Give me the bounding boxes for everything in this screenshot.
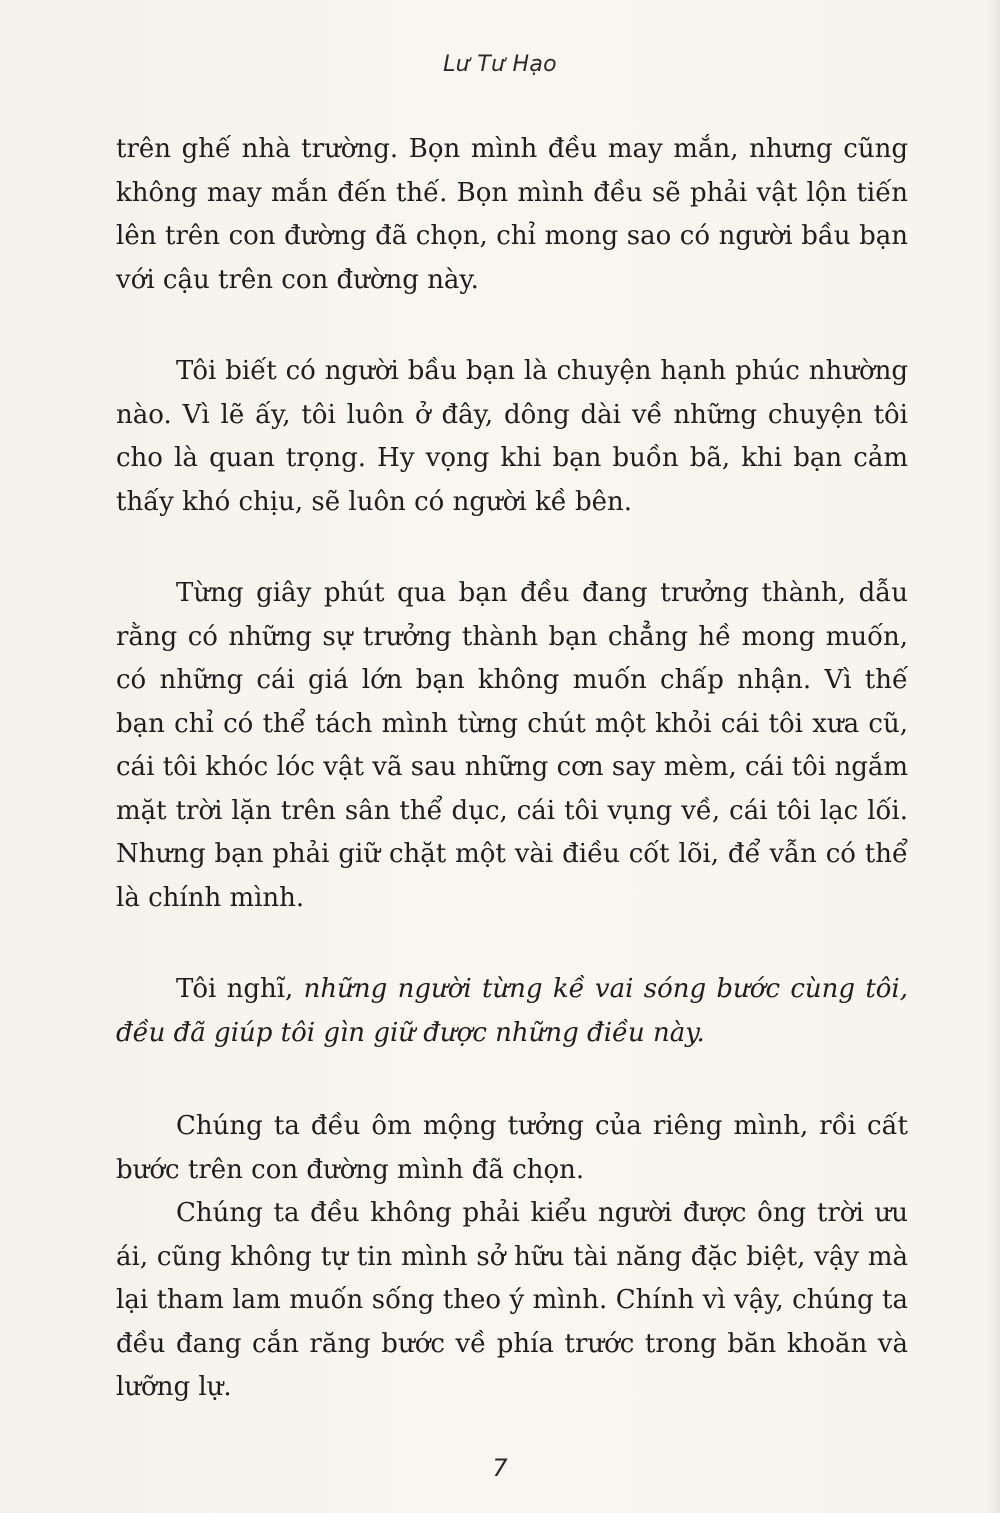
paragraph-gap — [116, 524, 908, 572]
paragraph: Tôi biết có người bầu bạn là chuyện hạnh phúc nhường nào. Vì lẽ ấy, tôi luôn ở đây, dông dài về những chuyện tôi cho là quan trọng. Hy vọng khi bạn buồn bã, khi bạn cảm thấy khó chịu, sẽ luôn có người kề bên. — [116, 356, 908, 517]
paragraph-quote — [116, 968, 908, 1055]
paragraph-continuation: trên ghế nhà trường. Bọn mình đều may mắn, nhưng cũng không may mắn đến thế. Bọn mình đều sẽ phải vật lộn tiến lên trên con đường đã chọn, chỉ mong sao có người bầu bạn với cậu trên con đường này. — [116, 134, 908, 295]
page-number: 7 — [492, 1454, 508, 1482]
running-header-author: Lư Tư Hạo — [443, 52, 557, 77]
body-text — [116, 128, 908, 1410]
paragraph-italic: những người từng kề vai sóng bước cùng tôi, đều đã giúp tôi gìn giữ được những điều này. — [116, 974, 908, 1048]
paragraph: Chúng ta đều ôm mộng tưởng của riêng mình, rồi cất bước trên con đường mình đã chọn. — [116, 1111, 908, 1185]
paragraph: Chúng ta đều không phải kiểu người được ông trời ưu ái, cũng không tự tin mình sở hữu tài năng đặc biệt, vậy mà lại tham lam muốn sống theo ý mình. Chính vì vậy, chúng ta đều đang cắn răng bước về phía trước trong băn khoăn và lưỡng lự. — [116, 1198, 908, 1402]
paragraph: Từng giây phút qua bạn đều đang trưởng thành, dẫu rằng có những sự trưởng thành bạn chẳng hề mong muốn, có những cái giá lớn bạn không muốn chấp nhận. Vì thế bạn chỉ có thể tách mình từng chút một khỏi cái tôi xưa cũ, cái tôi khóc lóc vật vã sau những cơn say mèm, cái tôi ngắm mặt trời lặn trên sân thể dục, cái tôi vụng về, cái tôi lạc lối. Nhưng bạn phải giữ chặt một vài điều cốt lõi, để vẫn có thể là chính mình. — [116, 578, 908, 913]
paragraph-lead: Tôi nghĩ, — [176, 974, 304, 1004]
paragraph-gap — [116, 920, 908, 968]
page-edge-shadow — [986, 0, 1000, 1513]
paragraph-gap — [116, 1055, 908, 1105]
paragraph-gap — [116, 302, 908, 350]
